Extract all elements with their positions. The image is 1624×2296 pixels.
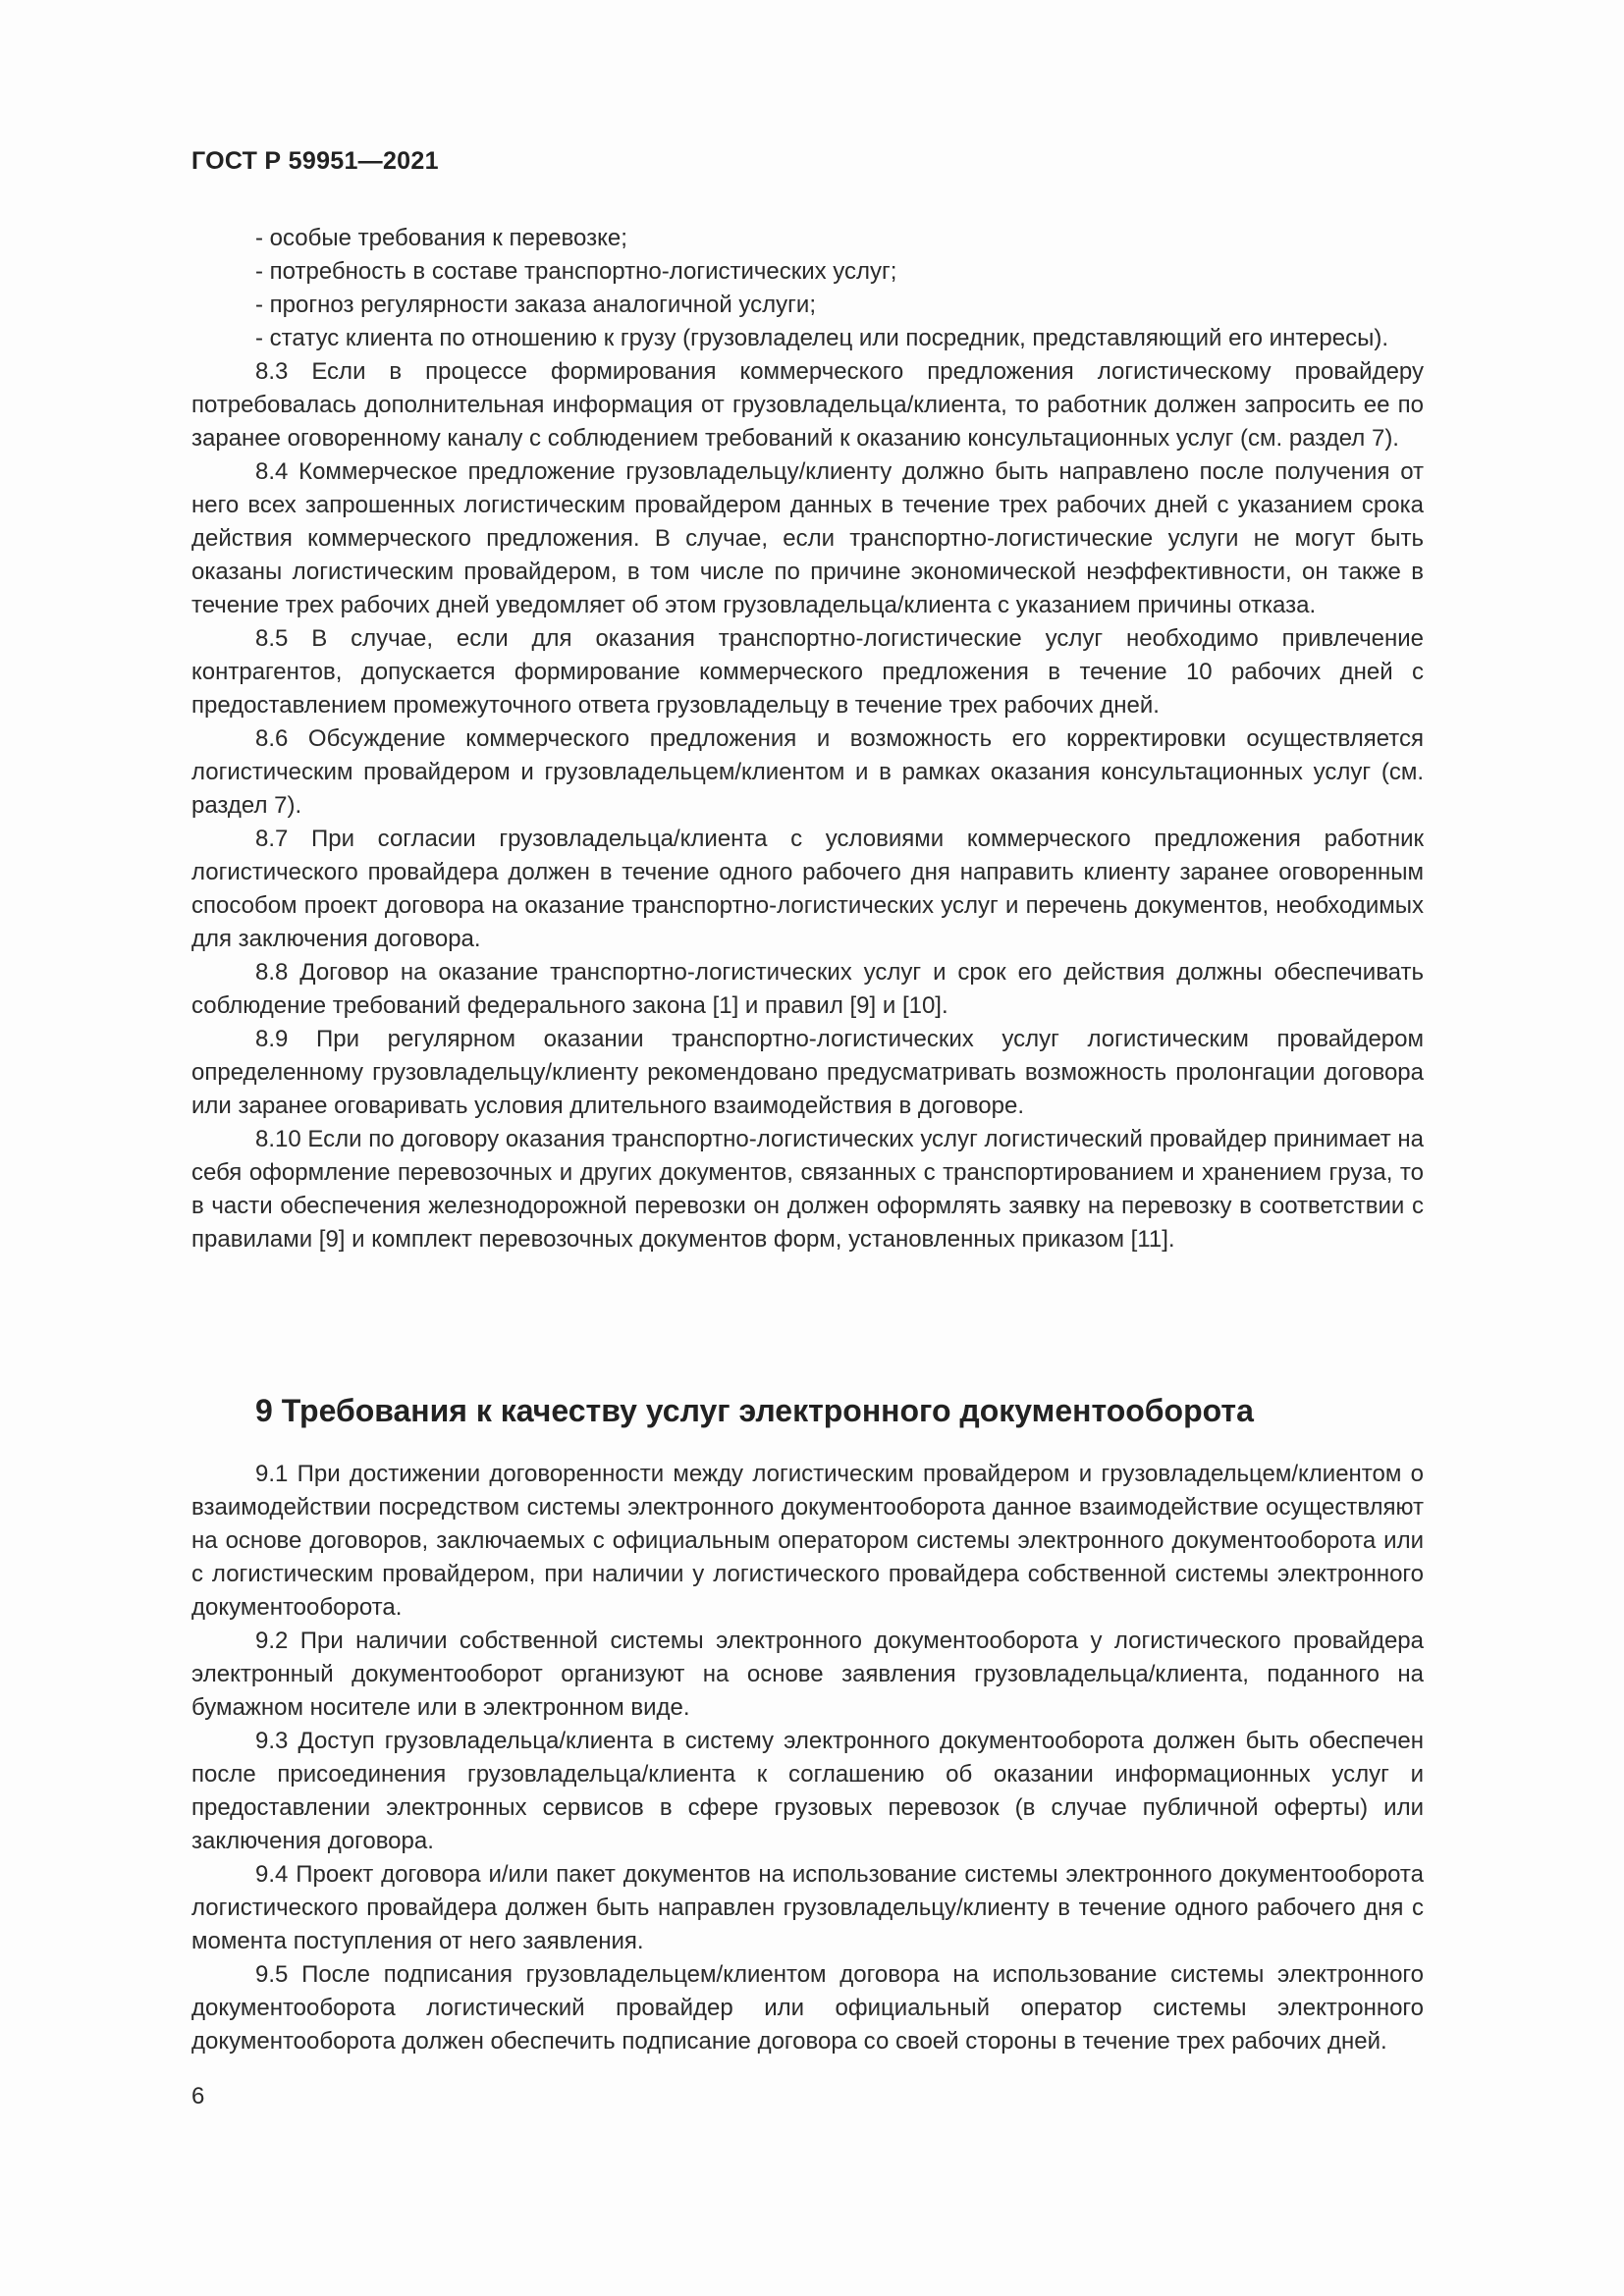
paragraph-8-6: 8.6 Обсуждение коммерческого предложения и возможность его корректировки осуществляется логистическим провайдером и грузовладельцем/клиентом и в рамках оказания консультационных услуг (см. раздел 7). bbox=[191, 725, 1424, 819]
page-number: 6 bbox=[191, 2083, 205, 2109]
document-code: ГОСТ Р 59951—2021 bbox=[191, 147, 439, 175]
list-item: - особые требования к перевозке; bbox=[255, 225, 627, 251]
paragraph-9-2: 9.2 При наличии собственной системы электронного документооборота у логистического провайдера электронный документооборот организуют на основе заявления грузовладельца/клиента, поданного на бумажном носителе или в электронном виде. bbox=[191, 1628, 1424, 1721]
paragraph-8-5: 8.5 В случае, если для оказания транспортно-логистические услуг необходимо привлечение контрагентов, допускается формирование коммерческого предложения в течение 10 рабочих дней с предоставлением промежуточного ответа грузовладельцу в течение трех рабочих дней. bbox=[191, 625, 1424, 719]
paragraph-8-7: 8.7 При согласии грузовладельца/клиента с условиями коммерческого предложения работник логистического провайдера должен в течение одного рабочего дня направить клиенту заранее оговоренным способом проект договора на оказание транспортно-логистических услуг и перечень документов, необходимых для заключения договора. bbox=[191, 826, 1424, 952]
paragraph-8-3: 8.3 Если в процессе формирования коммерческого предложения логистическому провайдеру потребовалась дополнительная информация от грузовладельца/клиента, то работник должен запросить ее по заранее оговоренному каналу с соблюдением требований к оказанию консультационных услуг (см. раздел 7). bbox=[191, 358, 1424, 452]
paragraph-8-9: 8.9 При регулярном оказании транспортно-логистических услуг логистическим провайдером определенному грузовладельцу/клиенту рекомендовано предусматривать возможность пролонгации договора или заранее оговаривать условия длительного взаимодействия в договоре. bbox=[191, 1026, 1424, 1119]
paragraph-8-8: 8.8 Договор на оказание транспортно-логистических услуг и срок его действия должны обеспечивать соблюдение требований федерального закона [1] и правил [9] и [10]. bbox=[191, 959, 1424, 1019]
paragraph-9-1: 9.1 При достижении договоренности между логистическим провайдером и грузовладельцем/клиентом о взаимодействии посредством системы электронного документооборота данное взаимодействие осуществляют на основе договоров, заключаемых с официальным оператором системы электронного документооборота или с логистическим провайдером, при наличии у логистического провайдера собственной системы электронного документооборота. bbox=[191, 1461, 1424, 1621]
section-8-text bbox=[191, 222, 1424, 1256]
section-9-heading: 9 Требования к качеству услуг электронного документооборота bbox=[255, 1393, 1254, 1428]
section-9-text bbox=[191, 1458, 1424, 2058]
paragraph-8-4: 8.4 Коммерческое предложение грузовладельцу/клиенту должно быть направлено после получения от него всех запрошенных логистическим провайдером данных в течение трех рабочих дней с указанием срока действия коммерческого предложения. В случае, если транспортно-логистические услуги не могут быть оказаны логистическим провайдером, в том числе по причине экономической неэффективности, он также в течение трех рабочих дней уведомляет об этом грузовладельца/клиента с указанием причины отказа. bbox=[191, 458, 1424, 618]
list-item: - прогноз регулярности заказа аналогичной услуги; bbox=[255, 292, 816, 318]
list-item: - статус клиента по отношению к грузу (грузовладелец или посредник, представляющий его интересы). bbox=[255, 325, 1389, 351]
paragraph-9-4: 9.4 Проект договора и/или пакет документов на использование системы электронного документооборота логистического провайдера должен быть направлен грузовладельцу/клиенту в течение одного рабочего дня с момента поступления от него заявления. bbox=[191, 1861, 1424, 1954]
paragraph-9-5: 9.5 После подписания грузовладельцем/клиентом договора на использование системы электронного документооборота логистический провайдер или официальный оператор системы электронного документооборота должен обеспечить подписание договора со своей стороны в течение трех рабочих дней. bbox=[191, 1961, 1424, 2055]
list-item: - потребность в составе транспортно-логистических услуг; bbox=[255, 258, 897, 285]
paragraph-8-10: 8.10 Если по договору оказания транспортно-логистических услуг логистический провайдер принимает на себя оформление перевозочных и других документов, связанных с транспортированием и хранением груза, то в части обеспечения железнодорожной перевозки он должен оформлять заявку на перевозку в соответствии с правилами [9] и комплект перевозочных документов форм, установленных приказом [11]. bbox=[191, 1126, 1424, 1253]
paragraph-9-3: 9.3 Доступ грузовладельца/клиента в систему электронного документооборота должен быть обеспечен после присоединения грузовладельца/клиента к соглашению об оказании информационных услуг и предоставлении электронных сервисов в сфере грузовых перевозок (в случае публичной оферты) или заключения договора. bbox=[191, 1728, 1424, 1854]
